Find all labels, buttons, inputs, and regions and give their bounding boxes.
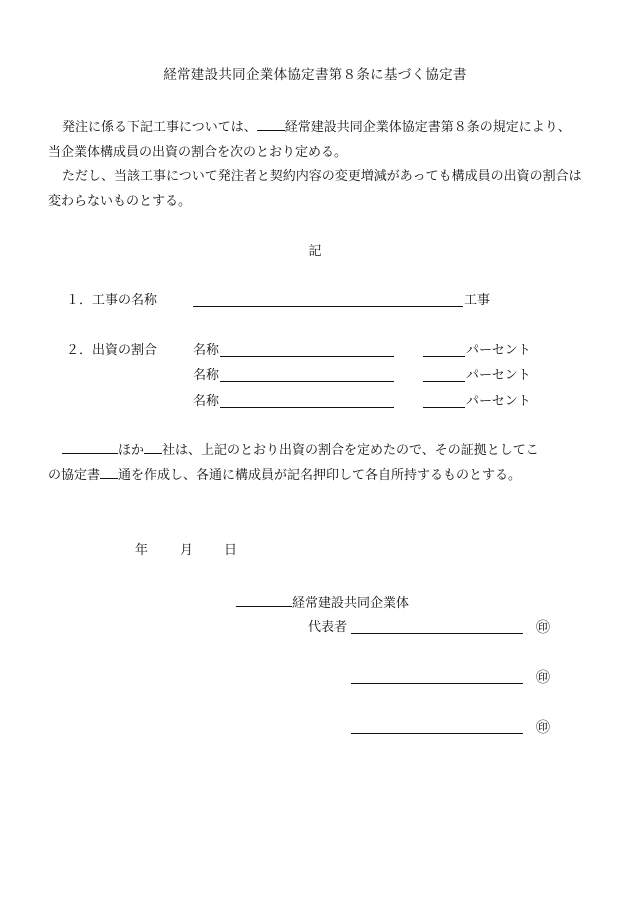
item-2-label: 出資の割合: [92, 343, 158, 358]
ki-heading: 記: [308, 244, 322, 259]
item-1-suffix: 工事: [464, 293, 491, 308]
percent-label: パーセント: [466, 343, 531, 358]
percent-label: パーセント: [466, 394, 531, 409]
item-1-number: １．: [66, 293, 93, 308]
construction-name-field[interactable]: [193, 306, 463, 307]
jv-name-field[interactable]: [236, 594, 292, 607]
closing-line-1: [62, 441, 539, 460]
representative-signature-field[interactable]: [351, 633, 523, 634]
paragraph-1: [48, 116, 583, 165]
jv-name-blank[interactable]: [257, 118, 285, 131]
item-1-label: 工事の名称: [92, 293, 158, 308]
date-year-label: 年: [135, 543, 149, 558]
closing-line-2: [48, 466, 521, 485]
paragraph-2: [48, 165, 583, 214]
member-name-field-1[interactable]: [220, 356, 394, 357]
copy-count-blank[interactable]: [100, 466, 118, 479]
member-signature-field-1[interactable]: [351, 683, 523, 684]
member-percent-field-1[interactable]: [423, 356, 465, 357]
closing-line-1-text: 社は、上記のとおり出資の割合を定めたので、その証拠としてこ: [162, 443, 539, 458]
closing-hoka: ほか: [118, 443, 145, 458]
date-day-label: 日: [224, 543, 238, 558]
seal-mark-2: ㊞: [536, 670, 550, 686]
member-name-label: 名称: [193, 343, 220, 358]
member-name-field-2[interactable]: [220, 381, 394, 382]
closing-line-2-start: の協定書: [48, 468, 101, 483]
jv-name-line: [236, 594, 409, 613]
document-title: 経常建設共同企業体協定書第８条に基づく協定書: [163, 67, 467, 83]
member-count-blank[interactable]: [144, 441, 162, 454]
jv-name-text: 経常建設共同企業体: [292, 596, 410, 611]
item-2-number: ２．: [66, 343, 93, 358]
member-name-field-3[interactable]: [220, 407, 394, 408]
representative-label: 代表者: [308, 620, 348, 635]
member-name-label: 名称: [193, 368, 220, 383]
member-percent-field-3[interactable]: [423, 407, 465, 408]
date-month-label: 月: [180, 543, 194, 558]
paragraph-1-start: 発注に係る下記工事については、: [62, 120, 257, 135]
percent-label: パーセント: [466, 368, 531, 383]
paragraph-2-text: ただし、当該工事について発注者と契約内容の変更増減があっても構成員の出資の割合は変わらないものとする。: [48, 169, 582, 209]
member-name-label: 名称: [193, 394, 220, 409]
seal-mark-3: ㊞: [536, 720, 550, 736]
seal-mark-1: ㊞: [536, 620, 550, 636]
paragraph-1-rest: 経常建設共同企業体協定書第８条の規定により、当企業体構成員の出資の割合を次のとおり定める。: [48, 120, 571, 160]
closing-line-2-text: 通を作成し、各通に構成員が記名押印して各自所持するものとする。: [118, 468, 522, 483]
member-signature-field-2[interactable]: [351, 733, 523, 734]
member-percent-field-2[interactable]: [423, 381, 465, 382]
representative-name-blank[interactable]: [62, 441, 118, 454]
